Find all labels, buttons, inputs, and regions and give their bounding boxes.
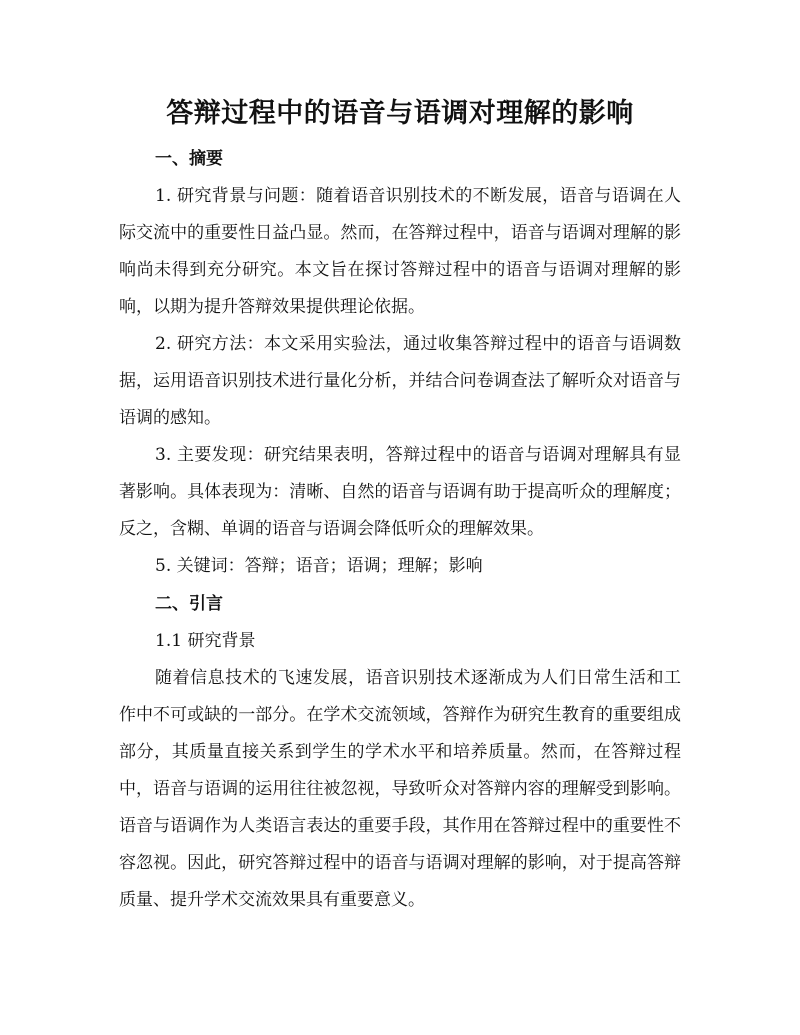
abstract-item-keywords: 5. 关键词：答辩；语音；语调；理解；影响: [155, 556, 483, 576]
abstract-item-background: 1. 研究背景与问题：随着语音识别技术的不断发展，语音与语调在人际交流中的重要性日益凸显。然而，在答辩过程中，语音与语调对理解的影响尚未得到充分研究。本文旨在探讨答辩过程中的语音与语调对理解的影响，以期为提升答辩效果提供理论依据。: [119, 186, 681, 317]
abstract-item-method: 2. 研究方法：本文采用实验法，通过收集答辩过程中的语音与语调数据，运用语音识别技术进行量化分析，并结合问卷调查法了解听众对语音与语调的感知。: [119, 334, 681, 428]
section-heading-introduction: 二、引言: [155, 594, 223, 614]
document-title: 答辩过程中的语音与语调对理解的影响: [166, 98, 634, 129]
section-heading-abstract: 一、摘要: [155, 149, 223, 169]
introduction-paragraph: 随着信息技术的飞速发展，语音识别技术逐渐成为人们日常生活和工作中不可或缺的一部分。在学术交流领域，答辩作为研究生教育的重要组成部分，其质量直接关系到学生的学术水平和培养质量。然而，在答辩过程中，语音与语调的运用往往被忽视，导致听众对答辩内容的理解受到影响。语音与语调作为人类语言表达的重要手段，其作用在答辩过程中的重要性不容忽视。因此，研究答辩过程中的语音与语调对理解的影响，对于提高答辩质量、提升学术交流效果具有重要意义。: [119, 668, 681, 910]
subsection-heading-background: 1.1 研究背景: [155, 631, 256, 651]
abstract-item-findings: 3. 主要发现：研究结果表明，答辩过程中的语音与语调对理解具有显著影响。具体表现为：清晰、自然的语音与语调有助于提高听众的理解度；反之，含糊、单调的语音与语调会降低听众的理解效果。: [119, 445, 681, 539]
document-body: [119, 88, 681, 919]
